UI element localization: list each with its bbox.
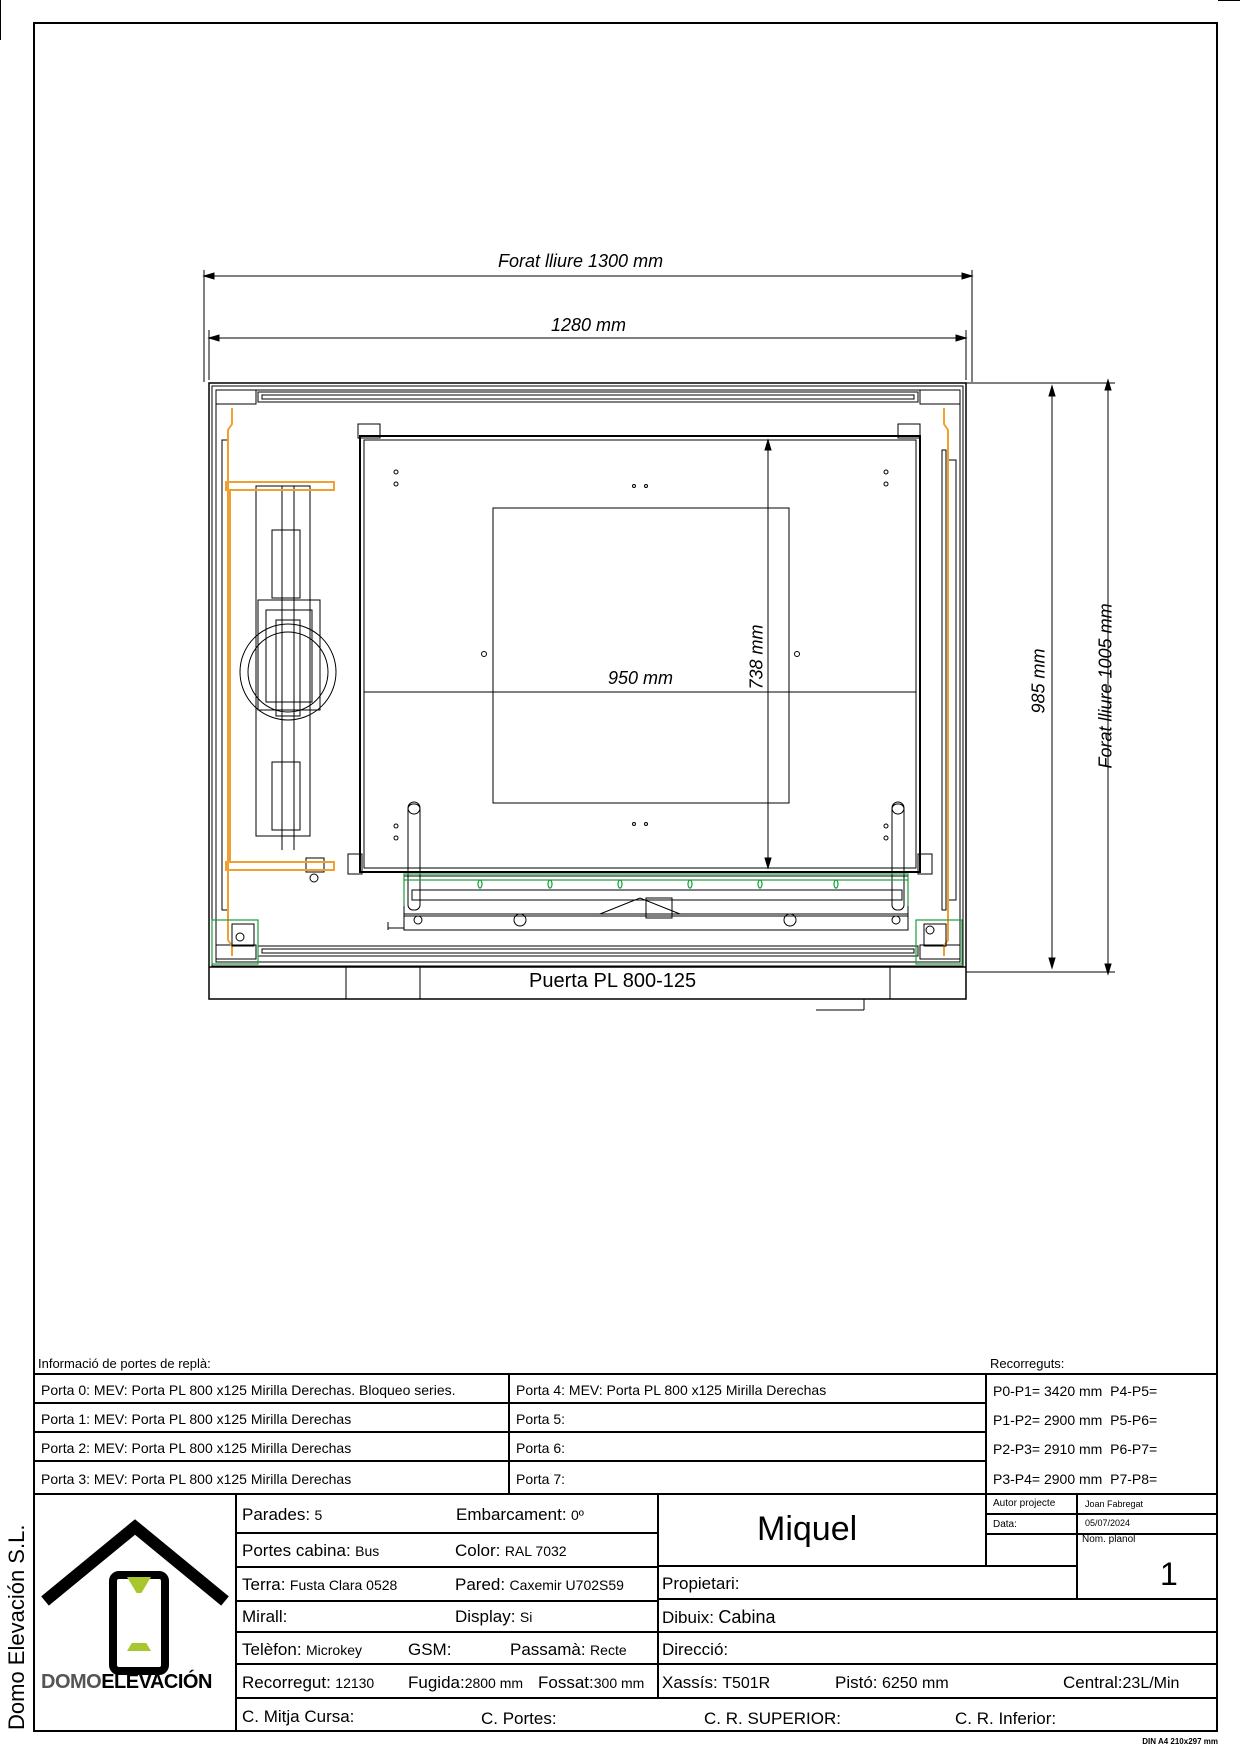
travel-a-1: P1-P2= 2900 mm xyxy=(993,1412,1103,1428)
empty-box xyxy=(985,1533,1078,1567)
display-label: Display: xyxy=(455,1607,516,1626)
pisto-label: Pistó: xyxy=(835,1673,878,1692)
door-label: Puerta PL 800-125 xyxy=(529,970,697,992)
passama-label: Passamà: xyxy=(510,1640,586,1659)
recorregut-label: Recorregut: xyxy=(242,1673,331,1692)
parades xyxy=(242,1505,322,1525)
c-portes: C. Portes: xyxy=(481,1709,557,1728)
door-value-0: MEV: Porta PL 800 x125 Mirilla Derechas. Bloqueo series. xyxy=(93,1382,456,1398)
door-label-3: Porta 3: xyxy=(41,1471,91,1487)
logo-domo: DOMO xyxy=(41,1671,102,1693)
travels-heading: Recorreguts: xyxy=(990,1356,1065,1371)
terra-label: Terra: xyxy=(242,1575,286,1594)
autor-label: Autor projecte xyxy=(993,1498,1056,1509)
pared-value: Caxemir U702S59 xyxy=(509,1577,624,1593)
door-label-2: Porta 2: xyxy=(41,1440,91,1456)
xassis-label: Xassís: xyxy=(662,1673,718,1692)
travel-row xyxy=(993,1383,1157,1399)
travel-b-2: P6-P7= xyxy=(1110,1441,1158,1457)
travel-row xyxy=(993,1441,1157,1457)
propietari-label: Propietari: xyxy=(662,1574,740,1593)
travel-b-0: P4-P5= xyxy=(1110,1383,1158,1399)
door-label-6: Porta 6: xyxy=(516,1440,566,1456)
dibuix-label: Dibuix: xyxy=(662,1608,714,1627)
display-value: Si xyxy=(519,1609,533,1625)
pisto-value: 6250 mm xyxy=(881,1675,949,1692)
terra xyxy=(242,1575,397,1595)
door-row xyxy=(508,1402,987,1433)
c-r-inferior: C. R. Inferior: xyxy=(955,1709,1057,1728)
travel-row xyxy=(993,1412,1157,1428)
c-mitja-cursa: C. Mitja Cursa: xyxy=(242,1707,355,1726)
direccio-box xyxy=(657,1631,1218,1665)
xassis xyxy=(662,1673,770,1693)
spec-row xyxy=(235,1600,659,1633)
logo-wordmark xyxy=(41,1671,212,1694)
travel-b-1: P5-P6= xyxy=(1110,1412,1158,1428)
dibuix-value: Cabina xyxy=(718,1607,776,1627)
data-value: 05/07/2024 xyxy=(1085,1518,1131,1528)
fugida-value: 2800 mm xyxy=(464,1675,524,1691)
company-logo-icon xyxy=(37,1497,237,1697)
pared-label: Pared: xyxy=(455,1575,506,1594)
door-label-5: Porta 5: xyxy=(516,1411,566,1427)
xassis-value: T501R xyxy=(722,1675,771,1692)
mirall-label: Mirall: xyxy=(242,1607,288,1626)
door-label-7: Porta 7: xyxy=(516,1471,566,1487)
color-value: RAL 7032 xyxy=(504,1543,567,1559)
color-label: Color: xyxy=(455,1541,501,1560)
fossat-label: Fossat: xyxy=(538,1673,594,1692)
dim-forat-width: Forat lliure 1300 mm xyxy=(498,251,664,271)
dim-1280: 1280 mm xyxy=(551,315,627,335)
door-label-4: Porta 4: xyxy=(516,1382,566,1398)
door-row xyxy=(33,1373,510,1404)
telefon-value: Microkey xyxy=(306,1642,363,1658)
parades-label: Parades: xyxy=(242,1505,311,1524)
portes-cabina xyxy=(242,1541,379,1561)
autor-value: Joan Fabregat xyxy=(1085,1499,1144,1509)
logo-box xyxy=(33,1493,237,1732)
door-value-4: MEV: Porta PL 800 x125 Mirilla Derechas xyxy=(568,1382,827,1398)
plano-value: 1 xyxy=(1160,1556,1178,1592)
gsm-label: GSM: xyxy=(408,1640,452,1659)
dim-950: 950 mm xyxy=(608,668,674,688)
paper-size-label: DIN A4 210x297 mm xyxy=(1142,1737,1218,1746)
door-row xyxy=(508,1373,987,1404)
telefon xyxy=(242,1640,362,1660)
central-value: 23L/Min xyxy=(1122,1675,1180,1692)
embarcament-label: Embarcament: xyxy=(456,1505,567,1524)
parades-value: 5 xyxy=(314,1507,323,1523)
data-label: Data: xyxy=(993,1519,1017,1530)
door-row xyxy=(508,1460,987,1495)
door-value-2: MEV: Porta PL 800 x125 Mirilla Derechas xyxy=(93,1440,352,1456)
door-label-0: Porta 0: xyxy=(41,1382,91,1398)
door-label-1: Porta 1: xyxy=(41,1411,91,1427)
central-label: Central: xyxy=(1063,1673,1123,1692)
door-row xyxy=(33,1431,510,1462)
fossat xyxy=(538,1673,644,1693)
travel-row xyxy=(993,1471,1157,1487)
fugida-label: Fugida: xyxy=(408,1673,465,1692)
dim-738: 738 mm xyxy=(746,624,767,690)
fossat-value: 300 mm xyxy=(593,1675,645,1691)
door-row xyxy=(33,1402,510,1433)
travel-a-2: P2-P3= 2910 mm xyxy=(993,1441,1103,1457)
doors-info-heading: Informació de portes de replà: xyxy=(38,1356,211,1371)
passama-value: Recte xyxy=(590,1642,627,1658)
color xyxy=(455,1541,567,1561)
passama xyxy=(510,1640,627,1660)
pisto xyxy=(835,1673,949,1693)
portes-cabina-value: Bus xyxy=(355,1543,380,1559)
c-r-superior: C. R. SUPERIOR: xyxy=(704,1709,841,1728)
embarcament-value: 0º xyxy=(571,1507,584,1523)
door-row xyxy=(508,1431,987,1462)
travel-a-0: P0-P1= 3420 mm xyxy=(993,1383,1103,1399)
direccio-label: Direcció: xyxy=(662,1640,729,1659)
dibuix xyxy=(662,1607,775,1628)
company-name-vertical: Domo Elevación S.L. xyxy=(4,1524,29,1730)
door-value-3: MEV: Porta PL 800 x125 Mirilla Derechas xyxy=(93,1471,352,1487)
project-name: Miquel xyxy=(757,1510,858,1548)
dim-985: 985 mm xyxy=(1028,648,1049,714)
terra-value: Fusta Clara 0528 xyxy=(289,1577,398,1593)
fugida xyxy=(408,1673,523,1693)
travel-a-3: P3-P4= 2900 mm xyxy=(993,1471,1103,1487)
portes-cabina-label: Portes cabina: xyxy=(242,1541,351,1560)
pared xyxy=(455,1575,624,1595)
recorregut xyxy=(242,1673,374,1693)
telefon-label: Telèfon: xyxy=(242,1640,302,1659)
mirall xyxy=(242,1607,287,1627)
display xyxy=(455,1607,532,1627)
logo-elevacion: ELEVACIÓN xyxy=(101,1671,212,1693)
gsm xyxy=(408,1640,451,1660)
door-value-1: MEV: Porta PL 800 x125 Mirilla Derechas xyxy=(93,1411,352,1427)
travel-b-3: P7-P8= xyxy=(1110,1471,1158,1487)
central xyxy=(1063,1673,1179,1693)
embarcament xyxy=(456,1505,584,1525)
door-row xyxy=(33,1460,510,1495)
dim-forat-depth: Forat lliure 1005 mm xyxy=(1095,603,1116,769)
recorregut-value: 12130 xyxy=(335,1675,375,1691)
plano-label: Nom. planol xyxy=(1082,1534,1136,1545)
